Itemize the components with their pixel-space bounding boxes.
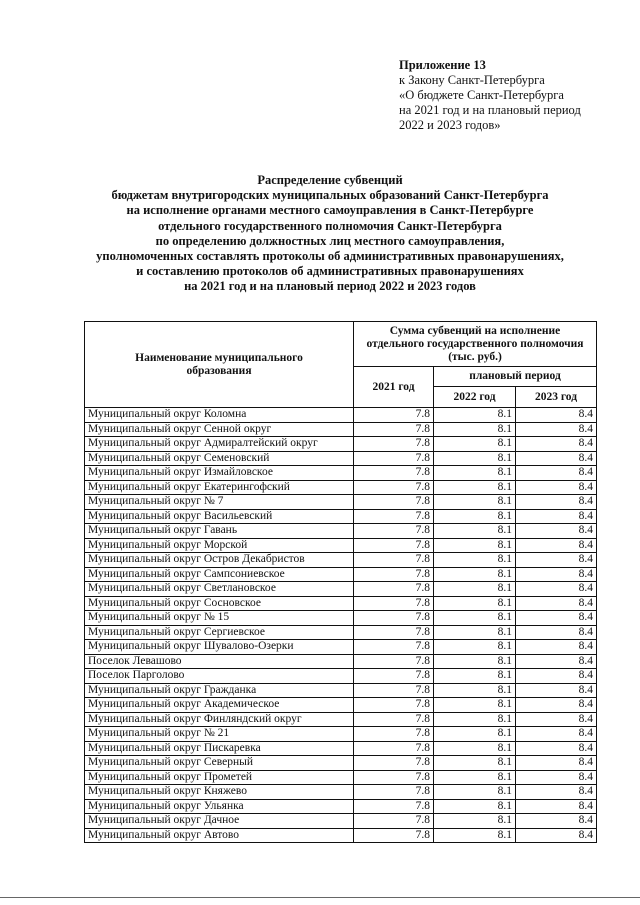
appendix-line: 2022 и 2023 годов» (399, 118, 501, 132)
amount-2022: 8.1 (434, 669, 516, 684)
amount-2021: 7.8 (354, 814, 434, 829)
municipality-name: Муниципальный округ Сампсониевское (85, 567, 354, 582)
amount-2021: 7.8 (354, 654, 434, 669)
municipality-name: Муниципальный округ Шувалово-Озерки (85, 640, 354, 655)
amount-2021: 7.8 (354, 625, 434, 640)
amount-2021: 7.8 (354, 741, 434, 756)
col-header-planned: плановый период (434, 367, 597, 387)
title-line: на 2021 год и на плановый период 2022 и 2023 годов (184, 279, 476, 294)
municipality-name: Поселок Левашово (85, 654, 354, 669)
municipality-name: Муниципальный округ Морской (85, 538, 354, 553)
amount-2021: 7.8 (354, 422, 434, 437)
amount-2023: 8.4 (516, 567, 597, 582)
title-line: отдельного государственного полномочия Санкт-Петербурга (158, 218, 502, 233)
table-row (85, 785, 597, 800)
amount-2022: 8.1 (434, 553, 516, 568)
title-line: бюджетам внутригородских муниципальных образований Санкт-Петербурга (111, 188, 549, 203)
table-row (85, 582, 597, 597)
amount-2021: 7.8 (354, 799, 434, 814)
amount-2021: 7.8 (354, 538, 434, 553)
amount-2021: 7.8 (354, 669, 434, 684)
table-row (85, 567, 597, 582)
amount-2021: 7.8 (354, 466, 434, 481)
table-row (85, 741, 597, 756)
amount-2022: 8.1 (434, 451, 516, 466)
municipality-name: Муниципальный округ Остров Декабристов (85, 553, 354, 568)
table-row (85, 698, 597, 713)
amount-2021: 7.8 (354, 727, 434, 742)
municipality-name: Муниципальный округ Дачное (85, 814, 354, 829)
amount-2022: 8.1 (434, 524, 516, 539)
amount-2023: 8.4 (516, 582, 597, 597)
amount-2023: 8.4 (516, 408, 597, 423)
amount-2022: 8.1 (434, 654, 516, 669)
table-row (85, 770, 597, 785)
municipality-name: Муниципальный округ Гражданка (85, 683, 354, 698)
amount-2023: 8.4 (516, 509, 597, 524)
table-row (85, 451, 597, 466)
amount-2023: 8.4 (516, 654, 597, 669)
subsidy-table (84, 321, 597, 843)
municipality-name: Муниципальный округ Светлановское (85, 582, 354, 597)
amount-2022: 8.1 (434, 727, 516, 742)
title-line: и составлению протоколов об административных правонарушениях (136, 264, 524, 279)
amount-2021: 7.8 (354, 756, 434, 771)
amount-2022: 8.1 (434, 538, 516, 553)
municipality-name: Муниципальный округ Гавань (85, 524, 354, 539)
amount-2021: 7.8 (354, 509, 434, 524)
amount-2023: 8.4 (516, 669, 597, 684)
municipality-name: Муниципальный округ Северный (85, 756, 354, 771)
amount-2021: 7.8 (354, 524, 434, 539)
amount-2023: 8.4 (516, 828, 597, 843)
amount-2022: 8.1 (434, 683, 516, 698)
municipality-name: Муниципальный округ Адмиралтейский округ (85, 437, 354, 452)
table-row (85, 828, 597, 843)
col-header-2023: 2023 год (516, 387, 597, 408)
amount-2022: 8.1 (434, 611, 516, 626)
amount-2023: 8.4 (516, 741, 597, 756)
amount-2021: 7.8 (354, 582, 434, 597)
amount-2021: 7.8 (354, 480, 434, 495)
table-row (85, 712, 597, 727)
amount-2023: 8.4 (516, 538, 597, 553)
municipality-name: Муниципальный округ № 15 (85, 611, 354, 626)
amount-2022: 8.1 (434, 437, 516, 452)
table-row (85, 625, 597, 640)
municipality-name: Поселок Парголово (85, 669, 354, 684)
amount-2022: 8.1 (434, 480, 516, 495)
table-row (85, 727, 597, 742)
amount-2022: 8.1 (434, 712, 516, 727)
table-row (85, 408, 597, 423)
amount-2022: 8.1 (434, 828, 516, 843)
col-header-sum: Сумма субвенций на исполнение отдельного государственного полномочия (тыс. руб.) (354, 322, 597, 367)
amount-2023: 8.4 (516, 625, 597, 640)
amount-2021: 7.8 (354, 408, 434, 423)
amount-2022: 8.1 (434, 495, 516, 510)
municipality-name: Муниципальный округ Финляндский округ (85, 712, 354, 727)
amount-2021: 7.8 (354, 553, 434, 568)
table-row (85, 756, 597, 771)
amount-2023: 8.4 (516, 727, 597, 742)
amount-2023: 8.4 (516, 596, 597, 611)
page-edge-line (0, 897, 640, 898)
amount-2023: 8.4 (516, 756, 597, 771)
amount-2021: 7.8 (354, 785, 434, 800)
amount-2021: 7.8 (354, 596, 434, 611)
municipality-name: Муниципальный округ Прометей (85, 770, 354, 785)
amount-2023: 8.4 (516, 553, 597, 568)
appendix-header (399, 58, 581, 133)
amount-2022: 8.1 (434, 408, 516, 423)
table-row (85, 495, 597, 510)
municipality-name: Муниципальный округ Автово (85, 828, 354, 843)
amount-2022: 8.1 (434, 640, 516, 655)
table-row (85, 553, 597, 568)
table-row (85, 524, 597, 539)
municipality-name: Муниципальный округ Академическое (85, 698, 354, 713)
amount-2021: 7.8 (354, 828, 434, 843)
title-line: по определению должностных лиц местного самоуправления, (155, 233, 505, 248)
municipality-name: Муниципальный округ Сергиевское (85, 625, 354, 640)
amount-2022: 8.1 (434, 509, 516, 524)
municipality-name: Муниципальный округ Васильевский (85, 509, 354, 524)
amount-2021: 7.8 (354, 611, 434, 626)
table-row (85, 654, 597, 669)
amount-2023: 8.4 (516, 785, 597, 800)
amount-2022: 8.1 (434, 567, 516, 582)
amount-2023: 8.4 (516, 437, 597, 452)
amount-2021: 7.8 (354, 683, 434, 698)
title-line: Распределение субвенций (257, 173, 403, 187)
municipality-name: Муниципальный округ Ульянка (85, 799, 354, 814)
amount-2021: 7.8 (354, 495, 434, 510)
amount-2022: 8.1 (434, 814, 516, 829)
table-row (85, 422, 597, 437)
table-row (85, 640, 597, 655)
amount-2023: 8.4 (516, 466, 597, 481)
amount-2023: 8.4 (516, 524, 597, 539)
table-row (85, 538, 597, 553)
appendix-line: «О бюджете Санкт-Петербурга (399, 88, 564, 102)
amount-2022: 8.1 (434, 770, 516, 785)
amount-2023: 8.4 (516, 611, 597, 626)
amount-2023: 8.4 (516, 814, 597, 829)
document-title (60, 173, 600, 295)
col-header-name: Наименование муниципального образования (85, 322, 354, 408)
amount-2022: 8.1 (434, 466, 516, 481)
amount-2023: 8.4 (516, 451, 597, 466)
amount-2023: 8.4 (516, 683, 597, 698)
municipality-name: Муниципальный округ № 7 (85, 495, 354, 510)
amount-2023: 8.4 (516, 712, 597, 727)
table-row (85, 799, 597, 814)
municipality-name: Муниципальный округ Сенной округ (85, 422, 354, 437)
municipality-name: Муниципальный округ Коломна (85, 408, 354, 423)
table-row (85, 669, 597, 684)
table-row (85, 509, 597, 524)
table-row (85, 814, 597, 829)
amount-2023: 8.4 (516, 799, 597, 814)
amount-2022: 8.1 (434, 799, 516, 814)
appendix-line: на 2021 год и на плановый период (399, 103, 581, 117)
table-row (85, 480, 597, 495)
municipality-name: Муниципальный округ Екатерингофский (85, 480, 354, 495)
table-body (85, 408, 597, 843)
amount-2022: 8.1 (434, 596, 516, 611)
municipality-name: Муниципальный округ Семеновский (85, 451, 354, 466)
amount-2022: 8.1 (434, 625, 516, 640)
table-row (85, 683, 597, 698)
table-row (85, 596, 597, 611)
municipality-name: Муниципальный округ Княжево (85, 785, 354, 800)
table-row (85, 466, 597, 481)
municipality-name: Муниципальный округ Измайловское (85, 466, 354, 481)
amount-2022: 8.1 (434, 741, 516, 756)
title-line: уполномоченных составлять протоколы об административных правонарушениях, (96, 249, 564, 264)
appendix-line: к Закону Санкт-Петербурга (399, 73, 545, 87)
amount-2023: 8.4 (516, 698, 597, 713)
amount-2022: 8.1 (434, 422, 516, 437)
amount-2022: 8.1 (434, 756, 516, 771)
amount-2023: 8.4 (516, 770, 597, 785)
table-row (85, 437, 597, 452)
amount-2023: 8.4 (516, 495, 597, 510)
amount-2021: 7.8 (354, 567, 434, 582)
amount-2021: 7.8 (354, 712, 434, 727)
appendix-number: Приложение 13 (399, 58, 486, 72)
municipality-name: Муниципальный округ Пискаревка (85, 741, 354, 756)
amount-2021: 7.8 (354, 770, 434, 785)
amount-2022: 8.1 (434, 785, 516, 800)
amount-2023: 8.4 (516, 480, 597, 495)
amount-2023: 8.4 (516, 422, 597, 437)
amount-2021: 7.8 (354, 698, 434, 713)
amount-2023: 8.4 (516, 640, 597, 655)
municipality-name: Муниципальный округ Сосновское (85, 596, 354, 611)
col-header-2022: 2022 год (434, 387, 516, 408)
table-row (85, 611, 597, 626)
amount-2021: 7.8 (354, 437, 434, 452)
amount-2021: 7.8 (354, 451, 434, 466)
col-header-2021: 2021 год (354, 367, 434, 408)
amount-2022: 8.1 (434, 582, 516, 597)
amount-2022: 8.1 (434, 698, 516, 713)
municipality-name: Муниципальный округ № 21 (85, 727, 354, 742)
amount-2021: 7.8 (354, 640, 434, 655)
title-line: на исполнение органами местного самоуправления в Санкт-Петербурге (126, 203, 534, 218)
